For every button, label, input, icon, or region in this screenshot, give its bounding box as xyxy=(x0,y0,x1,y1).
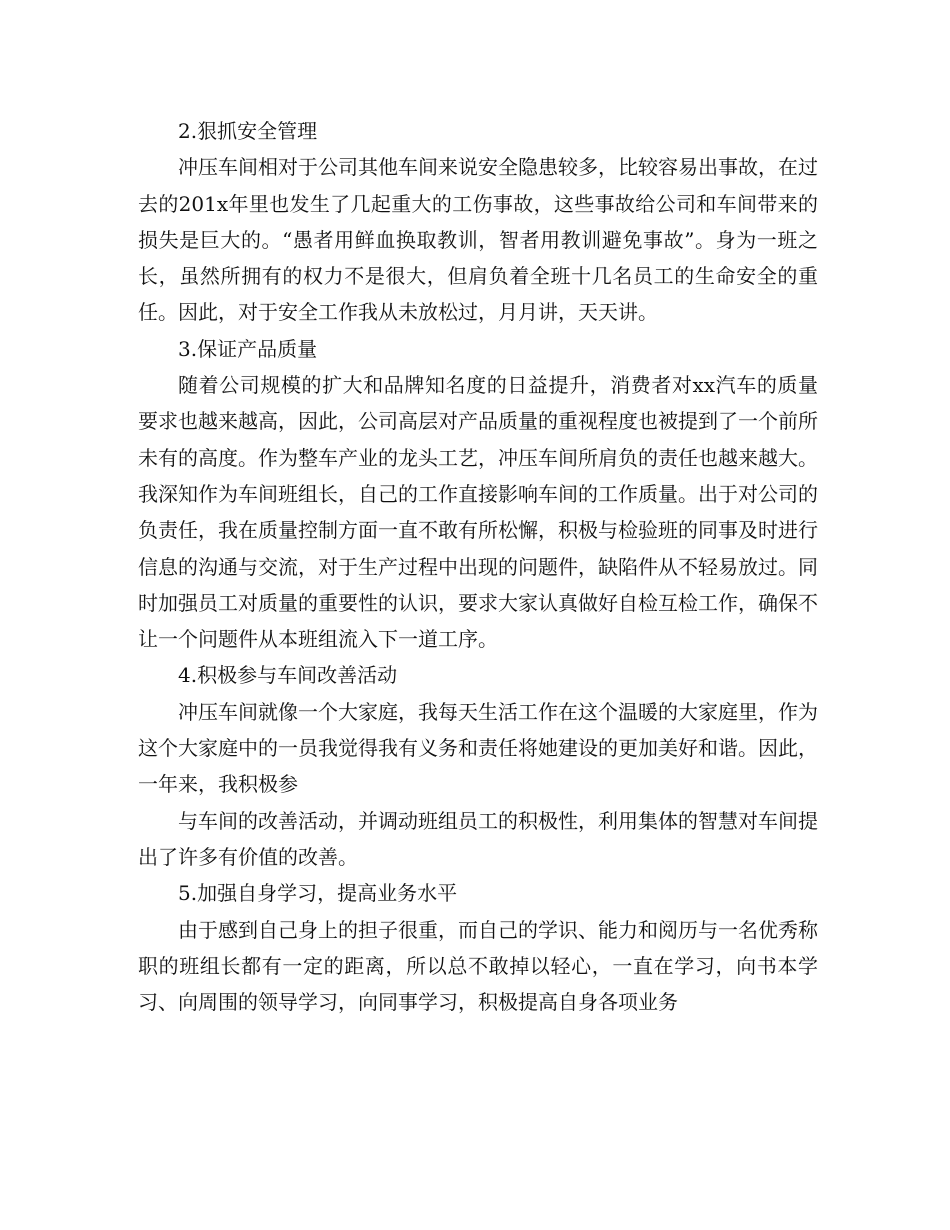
section-heading-quality: 3.保证产品质量 xyxy=(178,336,318,361)
paragraph-improvement-2: 与车间的改善活动，并调动班组员工的积极性，利用集体的智慧对车间提出了许多有价值的改善。 xyxy=(138,808,818,869)
section-heading-learning: 5.加强自身学习，提高业务水平 xyxy=(178,881,458,906)
paragraph-quality: 随着公司规模的扩大和品牌知名度的日益提升，消费者对xx汽车的质量要求也越来越高，因此，公司高层对产品质量的重视程度也被提到了一个前所未有的高度。作为整车产业的龙头工艺，冲压车间所肩负的责任也越来越大。我深知作为车间班组长，自己的工作直接影响车间的工作质量。出于对公司的负责任，我在质量控制方面一直不敢有所松懈，积极与检验班的同事及时进行信息的沟通与交流，对于生产过程中出现的问题件，缺陷件从不轻易放过。同时加强员工对质量的重要性的认识，要求大家认真做好自检互检工作，确保不让一个问题件从本班组流入下一道工序。 xyxy=(138,373,818,652)
section-heading-safety: 2.狠抓安全管理 xyxy=(178,119,318,143)
paragraph-improvement-1: 冲压车间就像一个大家庭，我每天生活工作在这个温暖的大家庭里，作为这个大家庭中的一员我觉得我有义务和责任将她建设的更加美好和谐。因此，一年来，我积极参 xyxy=(138,699,818,797)
paragraph-learning: 由于感到自己身上的担子很重，而自己的学识、能力和阅历与一名优秀称职的班组长都有一定的距离，所以总不敢掉以轻心，一直在学习，向书本学习、向周围的领导学习，向同事学习，积极提高自身各项业务 xyxy=(138,917,818,1015)
section-heading-improvement: 4.积极参与车间改善活动 xyxy=(178,663,398,688)
paragraph-safety: 冲压车间相对于公司其他车间来说安全隐患较多，比较容易出事故，在过去的201x年里也发生了几起重大的工伤事故，这些事故给公司和车间带来的损失是巨大的。“愚者用鲜血换取教训，智者用教训避免事故”。身为一班之长，虽然所拥有的权力不是很大，但肩负着全班十几名员工的生命安全的重任。因此，对于安全工作我从未放松过，月月讲，天天讲。 xyxy=(138,155,818,325)
document-body xyxy=(138,113,818,1020)
